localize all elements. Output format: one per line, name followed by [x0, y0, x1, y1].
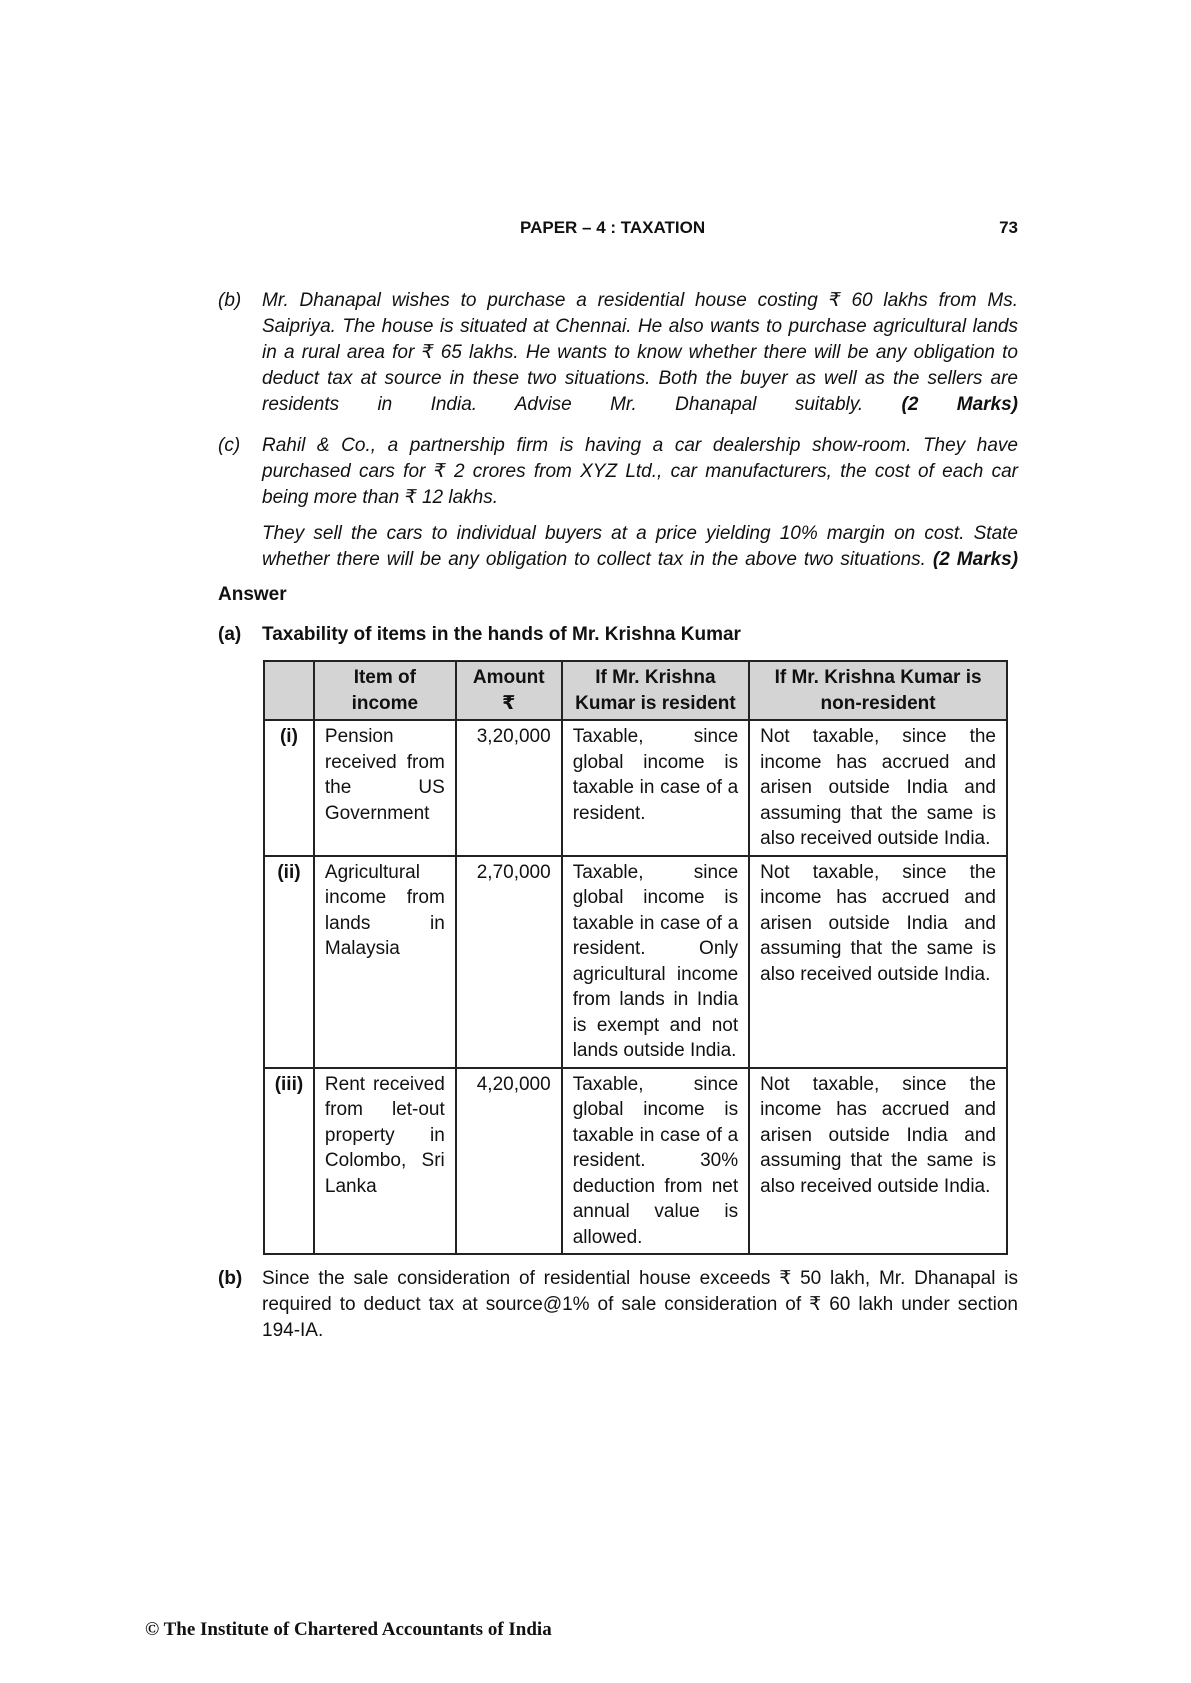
question-text-continued: They sell the cars to individual buyers at a price yielding 10% margin on cost. State whether there will be any obligation to collect tax in the above two situations. (2 Marks) — [262, 523, 1019, 570]
amount-cell: 3,20,000 — [456, 720, 562, 856]
row-number: (iii) — [264, 1068, 314, 1255]
row-number: (ii) — [264, 856, 314, 1068]
question-b — [218, 288, 1018, 418]
question-label: (b) — [218, 290, 242, 311]
item-cell: Agricultural income from lands in Malaysia — [314, 856, 456, 1068]
answer-b — [218, 1266, 1018, 1344]
amount-cell: 4,20,000 — [456, 1068, 562, 1255]
resident-cell: Taxable, since global income is taxable in case of a resident. 30% deduction from net annual value is allowed. — [562, 1068, 749, 1255]
answer-a-heading: (a) Taxability of items in the hands of Mr. Krishna Kumar — [218, 624, 741, 645]
table-row — [264, 856, 1007, 1068]
header-item: Item of income — [314, 661, 456, 720]
answer-b-label: (b) — [218, 1268, 243, 1289]
answer-b-text: Since the sale consideration of residential house exceeds ₹ 50 lakh, Mr. Dhanapal is required to deduct tax at source@1% of sale consideration of ₹ 60 lakh under section 194-IA. — [262, 1268, 1018, 1341]
taxability-table — [263, 660, 1008, 1255]
resident-cell: Taxable, since global income is taxable in case of a resident. — [562, 720, 749, 856]
resident-cell: Taxable, since global income is taxable in case of a resident. Only agricultural income from lands in India is exempt and not lands outside India. — [562, 856, 749, 1068]
table-row — [264, 720, 1007, 856]
row-number: (i) — [264, 720, 314, 856]
answer-heading: Answer — [218, 584, 287, 605]
non-resident-cell: Not taxable, since the income has accrued and arisen outside India and assuming that the same is also received outside India. — [749, 1068, 1007, 1255]
table-header-row — [264, 661, 1007, 720]
non-resident-cell: Not taxable, since the income has accrued and arisen outside India and assuming that the same is also received outside India. — [749, 720, 1007, 856]
paper-title: PAPER – 4 : TAXATION — [520, 218, 706, 237]
marks-label: (2 Marks) — [901, 394, 1019, 415]
page-number: 73 — [999, 218, 1018, 237]
running-header — [218, 218, 1018, 244]
non-resident-cell: Not taxable, since the income has accrued and arisen outside India and assuming that the same is also received outside India. — [749, 856, 1007, 1068]
amount-cell: 2,70,000 — [456, 856, 562, 1068]
item-cell: Rent received from let-out property in Colombo, Sri Lanka — [314, 1068, 456, 1255]
answer-a-label: (a) — [218, 624, 242, 645]
table-row — [264, 1068, 1007, 1255]
item-cell: Pension received from the US Government — [314, 720, 456, 856]
copyright-footer: © The Institute of Chartered Accountants of India — [145, 1619, 552, 1640]
question-label: (c) — [218, 435, 241, 456]
header-resident: If Mr. Krishna Kumar is resident — [562, 661, 749, 720]
question-c — [218, 433, 1018, 573]
question-text: Mr. Dhanapal wishes to purchase a residential house costing ₹ 60 lakhs from Ms. Saipriya. The house is situated at Chennai. He also wants to purchase agricultural lands in a rural area for ₹ 65 lakhs. He wants to know whether there will be any obligation to deduct tax at source in these two situations. Both the buyer as well as the sellers are residents in India. Advise Mr. Dhanapal suitably. (2 Marks) — [262, 290, 1019, 415]
marks-label: (2 Marks) — [932, 549, 1019, 570]
header-blank — [264, 661, 314, 720]
header-amount: Amount ₹ — [456, 661, 562, 720]
header-non-resident: If Mr. Krishna Kumar is non-resident — [749, 661, 1007, 720]
question-text: Rahil & Co., a partnership firm is having a car dealership show-room. They have purchased cars for ₹ 2 crores from XYZ Ltd., car manufacturers, the cost of each car being more than ₹ 12 lakhs. — [262, 435, 1018, 508]
